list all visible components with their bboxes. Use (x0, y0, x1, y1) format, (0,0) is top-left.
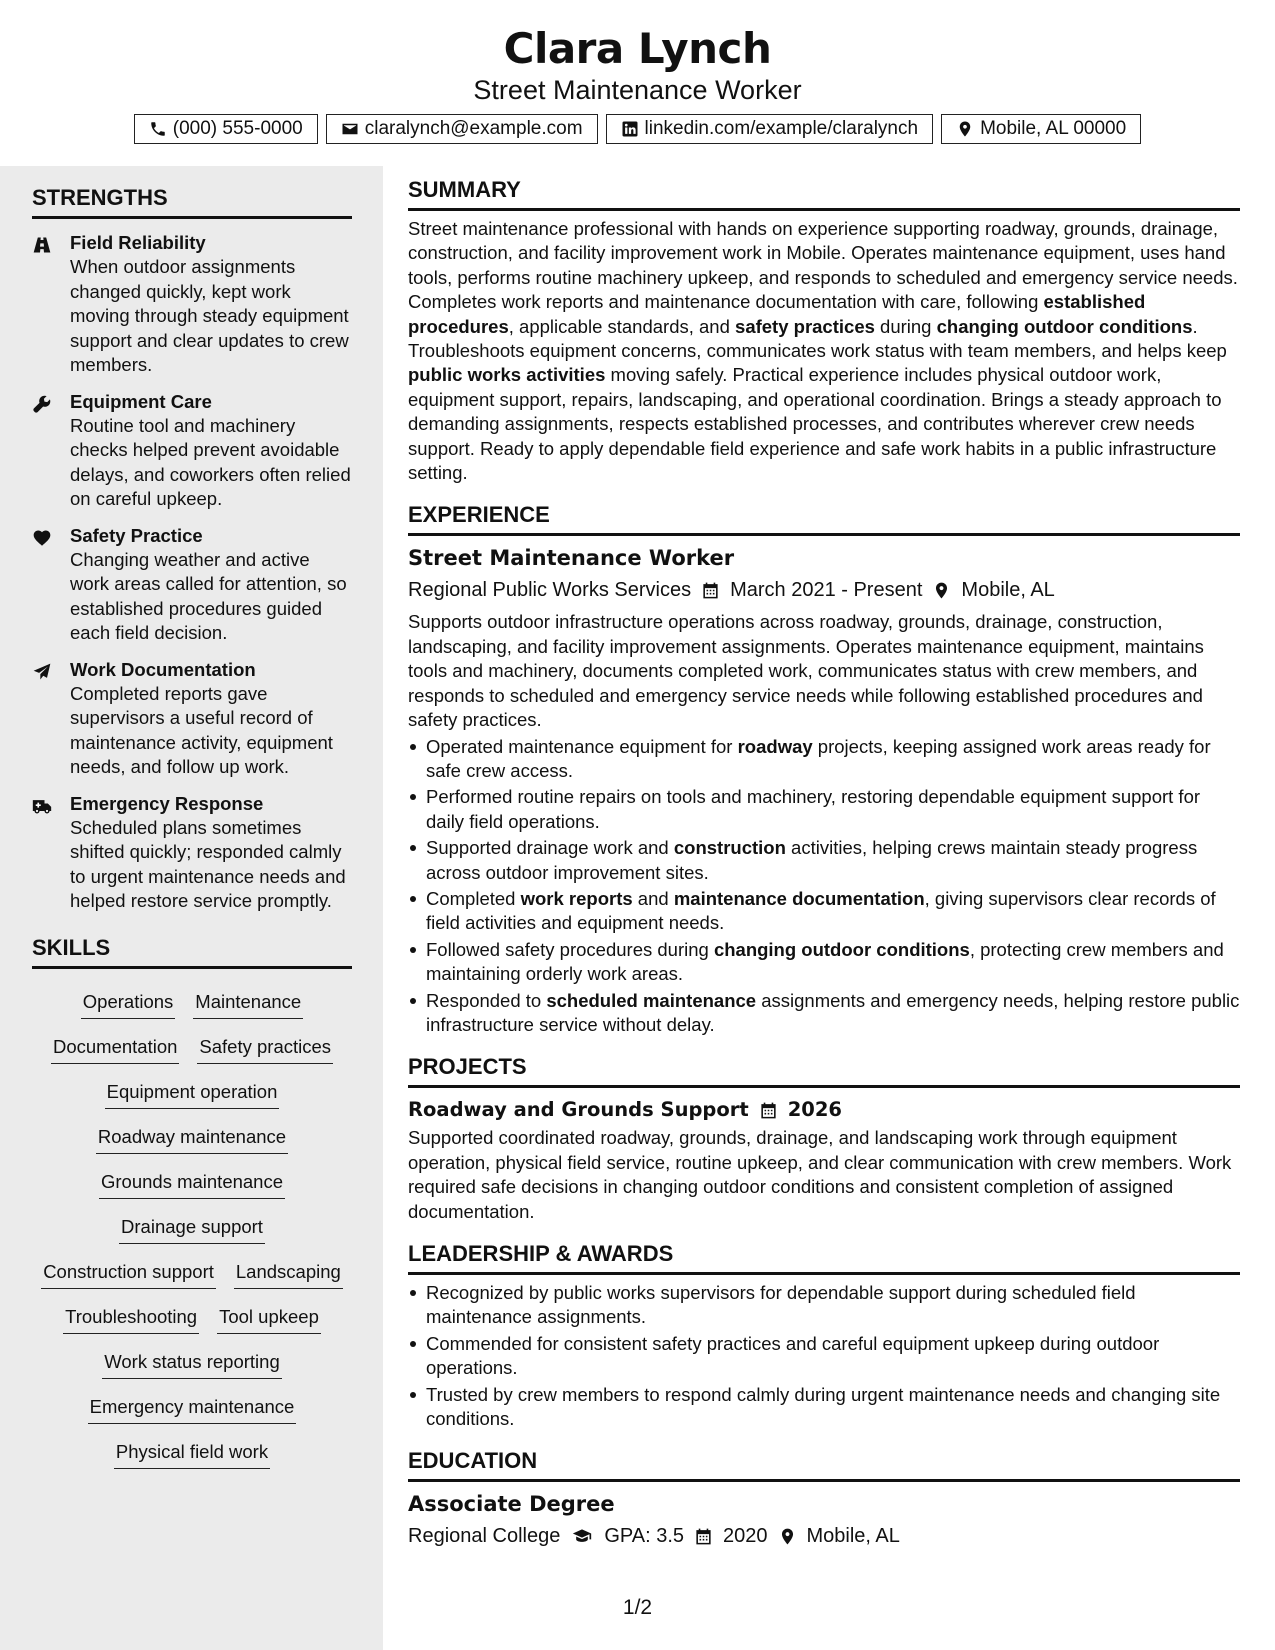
contact-location (941, 114, 1141, 144)
strength-description: When outdoor assignments changed quickly, kept work moving through steady equipment support and clear updates to crew members. (70, 256, 349, 375)
text-run: assignments and emergency needs, helping restore public infrastructure service without delay. (426, 989, 1240, 1035)
bold-phrase: maintenance documentation (673, 887, 925, 909)
bold-phrase: safety practices (735, 315, 875, 337)
project-year: 2026 (787, 1098, 842, 1122)
leadership-bullets (408, 1281, 1240, 1431)
experience-bullet (408, 989, 1240, 1038)
degree-name: Associate Degree (408, 1492, 615, 1517)
linkedin-icon (621, 120, 639, 138)
education-heading: EDUCATION (408, 1447, 1240, 1482)
bold-phrase: construction (673, 837, 786, 859)
bold-phrase: roadway (737, 735, 813, 757)
job-description: Supports outdoor infrastructure operations across roadway, grounds, drainage, construction, landscaping, and facility improvement assignments. Operates maintenance equipment, maintains tools and machinery, documents completed work, communicates status with crew members, and responds to scheduled and emergency service needs while following established procedures and safety practices. (408, 611, 1204, 731)
text-run: , giving supervisors clear records of field activities and equipment needs. (426, 887, 1216, 934)
contact-phone-text: (000) 555-0000 (172, 118, 303, 139)
text-run: during (874, 315, 937, 337)
skills-heading: SKILLS (32, 934, 352, 969)
education-section (408, 1447, 1240, 1550)
text-run: , applicable standards, and (508, 315, 736, 337)
map-pin-icon (778, 1527, 797, 1546)
strength-item (32, 390, 352, 512)
text-run: Followed safety procedures during (426, 938, 714, 960)
strength-title: Field Reliability (70, 232, 206, 253)
text-run: . Troubleshoots equipment concerns, communicates work status with team members, and helps keep (408, 315, 1227, 362)
bold-phrase: scheduled maintenance (546, 989, 757, 1011)
skill-tag: Documentation (51, 1033, 179, 1064)
education-location: Mobile, AL (806, 1525, 900, 1548)
projects-section (408, 1053, 1240, 1224)
job-location: Mobile, AL (961, 579, 1055, 602)
skill-tag: Operations (81, 988, 176, 1019)
strength-title: Emergency Response (70, 792, 264, 814)
text-run: and (632, 887, 674, 909)
experience-section (408, 501, 1240, 1037)
sidebar (0, 166, 383, 1650)
leadership-bullet: Trusted by crew members to respond calmly during urgent maintenance needs and changing site conditions. (408, 1383, 1240, 1432)
map-pin-icon (932, 581, 951, 600)
strengths-heading: STRENGTHS (32, 184, 352, 219)
skill-tag: Troubleshooting (63, 1303, 199, 1334)
projects-heading: PROJECTS (408, 1053, 1240, 1088)
strength-title: Work Documentation (70, 658, 256, 680)
main-content (408, 176, 1240, 1566)
contact-email-text[interactable]: claralynch@example.com (364, 118, 583, 139)
contact-bar (0, 114, 1275, 144)
bold-phrase: public works activities (408, 364, 606, 386)
strength-description: Scheduled plans sometimes shifted quickly; responded calmly to urgent maintenance needs and helped restore service promptly. (70, 816, 346, 911)
phone-icon (149, 120, 167, 138)
summary-text (408, 217, 1240, 485)
resume-header (0, 0, 1275, 166)
strength-item (32, 231, 352, 378)
bold-phrase: changing outdoor conditions (936, 315, 1193, 337)
candidate-name: Clara Lynch (503, 24, 772, 73)
leadership-section (408, 1240, 1240, 1431)
strength-description: Routine tool and machinery checks helped prevent avoidable delays, and coworkers often relied on careful upkeep. (70, 414, 351, 509)
contact-location-text: Mobile, AL 00000 (980, 118, 1127, 139)
skill-tag: Roadway maintenance (96, 1123, 288, 1154)
skill-tag: Drainage support (119, 1213, 265, 1244)
experience-bullets (408, 735, 1240, 1038)
truck-medical-icon (32, 792, 70, 914)
calendar-icon (759, 1101, 778, 1120)
experience-bullet (408, 735, 1240, 784)
experience-heading: EXPERIENCE (408, 501, 1240, 536)
map-pin-icon (956, 120, 974, 138)
leadership-heading: LEADERSHIP & AWARDS (408, 1240, 1240, 1275)
skill-tag: Landscaping (234, 1258, 343, 1289)
text-run: Completed (426, 887, 521, 909)
project-name: Roadway and Grounds Support (408, 1098, 749, 1122)
experience-bullet (408, 785, 1240, 834)
text-run: projects, keeping assigned work areas ready for safe crew access. (426, 735, 1211, 781)
text-run: , protecting crew members and maintaining orderly work areas. (426, 938, 1224, 985)
summary-heading: SUMMARY (408, 176, 1240, 211)
project-description: Supported coordinated roadway, grounds, drainage, and landscaping work through equipment operation, physical field service, routine upkeep, and clear communication with crew members. Work required safe decisions in changing outdoor conditions and consistent completion of assigned documentation. (408, 1127, 1232, 1222)
strength-title: Equipment Care (70, 390, 212, 412)
candidate-title: Street Maintenance Worker (473, 75, 802, 105)
school-name: Regional College (408, 1525, 561, 1548)
experience-bullet (408, 887, 1240, 936)
paper-plane-icon (32, 658, 70, 780)
heart-icon (32, 524, 70, 646)
contact-linkedin[interactable] (606, 114, 934, 144)
strength-title: Safety Practice (70, 524, 203, 546)
skill-tag: Emergency maintenance (88, 1393, 297, 1424)
skill-tag: Work status reporting (102, 1348, 281, 1379)
envelope-icon (341, 120, 359, 138)
skill-tag: Maintenance (193, 988, 303, 1019)
skill-tag: Physical field work (114, 1438, 270, 1469)
bold-phrase: work reports (520, 887, 633, 909)
education-gpa: GPA: 3.5 (604, 1525, 684, 1548)
calendar-icon (694, 1527, 713, 1546)
education-year: 2020 (723, 1525, 768, 1548)
page-number: 1/2 (622, 1596, 653, 1619)
job-title: Street Maintenance Worker (408, 546, 735, 571)
job-dates: March 2021 - Present (730, 579, 923, 602)
text-run: Performed routine repairs on tools and machinery, restoring dependable equipment support for daily field operations. (426, 786, 1201, 832)
calendar-icon (701, 581, 720, 600)
text-run: Supported drainage work and (426, 837, 674, 859)
skill-tag: Safety practices (197, 1033, 333, 1064)
skills-list (32, 983, 352, 1478)
strength-item (32, 524, 352, 646)
contact-email[interactable] (326, 114, 598, 144)
skill-tag: Equipment operation (105, 1078, 280, 1109)
project-header (408, 1096, 1240, 1124)
leadership-bullet: Commended for consistent safety practices and careful equipment upkeep during outdoor operations. (408, 1332, 1240, 1381)
skill-tag: Grounds maintenance (99, 1168, 285, 1199)
graduation-cap-icon (570, 1526, 594, 1546)
strength-item (32, 792, 352, 914)
contact-phone (134, 114, 318, 144)
summary-section (408, 176, 1240, 485)
text-run: moving safely. Practical experience includes physical outdoor work, equipment support, repairs, landscaping, and operational coordination. Brings a steady approach to demanding assignments, respects established processes, and contributes wherever crew needs support. Ready to apply dependable field experience and safe work habits in a public infrastructure setting. (408, 364, 1222, 484)
strength-item (32, 658, 352, 780)
leadership-bullet: Recognized by public works supervisors for dependable support during scheduled field maintenance assignments. (408, 1281, 1240, 1330)
bold-phrase: established procedures (408, 291, 1146, 337)
education-meta (408, 1522, 1240, 1550)
job-meta (408, 576, 1240, 604)
strength-description: Changing weather and active work areas called for attention, so established procedures guided each field decision. (70, 548, 347, 643)
skill-tag: Tool upkeep (217, 1303, 321, 1334)
wrench-icon (32, 390, 70, 512)
text-run: Operated maintenance equipment for (426, 735, 738, 757)
experience-bullet (408, 836, 1240, 885)
text-run: Street maintenance professional with hands on experience supporting roadway, grounds, drainage, construction, and facility improvement work in Mobile. Operates maintenance equipment, uses hand tools, performs routine machinery upkeep, and responds to scheduled and emergency service needs. Completes work reports and maintenance documentation with care, following (408, 218, 1238, 313)
text-run: Responded to (426, 989, 547, 1011)
company-name: Regional Public Works Services (408, 579, 692, 602)
skill-tag: Construction support (41, 1258, 216, 1289)
strength-description: Completed reports gave supervisors a useful record of maintenance activity, equipment needs, and follow up work. (70, 682, 333, 777)
experience-bullet (408, 938, 1240, 987)
contact-linkedin-text[interactable]: linkedin.com/example/claralynch (644, 118, 919, 139)
road-icon (32, 231, 70, 378)
text-run: activities, helping crews maintain steady progress across outdoor improvement sites. (426, 837, 1198, 883)
bold-phrase: changing outdoor conditions (713, 938, 970, 960)
